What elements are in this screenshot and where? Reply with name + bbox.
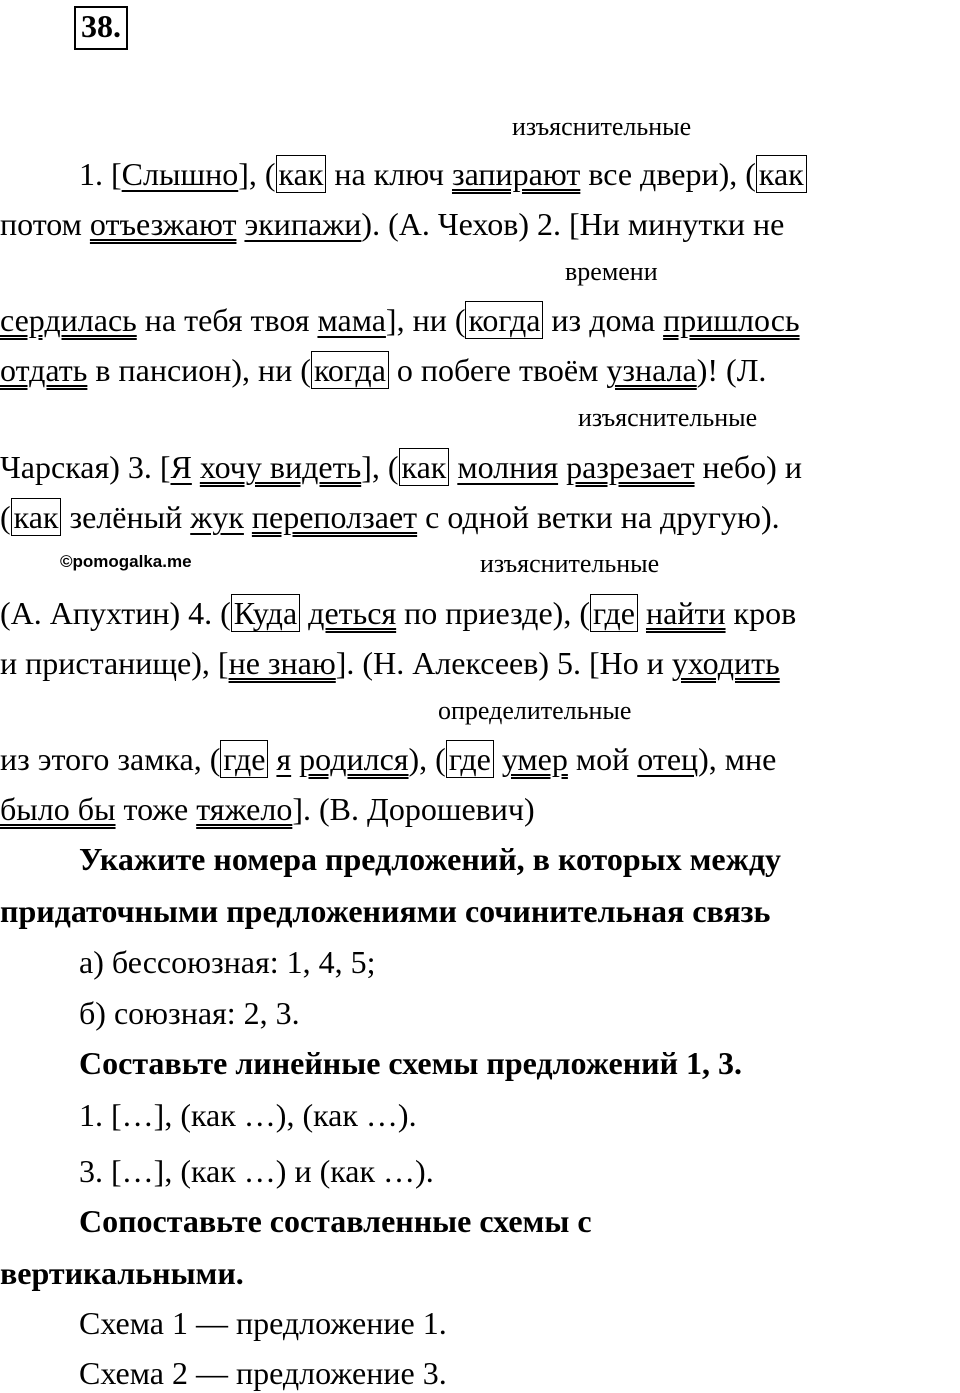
text-line [0,354,766,386]
text-line [0,793,535,825]
text-line [0,304,800,336]
predicate-word: отъезжают [89,206,237,242]
text-fragment: ], ни ( [385,302,466,338]
text-fragment: ]. (Н. Алексеев) 5. [Но и [335,645,672,681]
text-line [0,647,780,679]
text-fragment: небо) и [694,449,802,485]
task-question: вертикальными. [0,1255,244,1291]
subject-word: жук [190,499,244,535]
text-fragment: ]. (В. Дорошевич) [292,791,535,827]
text-fragment: тоже [115,791,197,827]
text-fragment: ( [0,499,11,535]
conjunction-word: когда [311,351,389,389]
subject-word: экипажи [244,206,362,242]
task-question: Сопоставьте составленные схемы с [79,1203,592,1239]
text-line [0,451,802,483]
task-question: Составьте линейные схемы предложений 1, 3. [79,1045,743,1081]
text-fragment [558,449,566,485]
text-fragment: из дома [543,302,664,338]
text-fragment: и пристанище), [ [0,645,229,681]
clause-type-note: изъяснительные [512,112,692,141]
text-line [0,501,780,533]
subject-word: мама [317,302,386,338]
text-fragment: ), мне [698,741,777,777]
text-fragment: по приезде), ( [396,595,590,631]
conjunction-word: как [756,155,807,193]
text-line [79,158,807,190]
text-fragment [192,449,200,485]
conjunction-word: как [11,498,62,536]
text-fragment: Чарская) 3. [ [0,449,171,485]
subject-word: я [276,741,292,777]
text-fragment [291,741,299,777]
text-fragment: в пансион), ни ( [87,352,311,388]
subject-word: отец [637,741,699,777]
predicate-word: узнала [606,352,697,388]
conjunction-word: Куда [231,594,300,632]
text-fragment [638,595,646,631]
text-fragment [244,499,252,535]
text-fragment: из этого замка, ( [0,741,221,777]
answer-line: Схема 1 — предложение 1. [79,1305,447,1341]
conjunction-word: где [220,740,268,778]
text-fragment: потом [0,206,90,242]
predicate-word: родился [299,741,409,777]
predicate-word: разрезает [566,449,695,485]
text-fragment: на тебя твоя [136,302,318,338]
text-fragment: ], ( [361,449,399,485]
clause-type-note: определительные [438,696,632,725]
answer-line: Схема 2 — предложение 3. [79,1355,447,1391]
conjunction-word: когда [465,301,543,339]
predicate-word: запирают [451,156,581,192]
text-fragment: ], ( [238,156,276,192]
text-fragment: все двери), ( [580,156,756,192]
clause-type-note: времени [565,257,658,286]
answer-line: а) бессоюзная: 1, 4, 5; [79,944,376,980]
conjunction-word: как [399,448,450,486]
clause-type-note: изъяснительные [480,549,660,578]
text-fragment: зелёный [61,499,191,535]
exercise-number: 38. [74,6,128,50]
text-fragment [494,741,502,777]
predicate-word: тяжело [196,791,293,827]
text-line [0,597,796,629]
text-fragment: с одной ветки на другую). [417,499,780,535]
predicate-word: переползает [251,499,418,535]
text-fragment: ), ( [408,741,446,777]
conjunction-word: как [276,155,327,193]
predicate-word: не знаю [228,645,336,681]
conjunction-word: где [446,740,494,778]
clause-type-note: изъяснительные [578,403,758,432]
subject-word: Я [170,449,192,485]
predicate-word: деться [308,595,397,631]
answer-line: б) союзная: 2, 3. [79,995,300,1031]
text-line [0,208,784,240]
text-fragment: на ключ [326,156,452,192]
predicate-word: умер [501,741,568,777]
predicate-word: хочу видеть [199,449,362,485]
task-question: Укажите номера предложений, в которых между [79,841,781,877]
subject-word: молния [457,449,559,485]
predicate-word: уходить [671,645,780,681]
text-fragment: кров [725,595,797,631]
text-line [0,743,776,775]
predicate-word: Слышно [121,156,239,192]
text-fragment: о побеге твоём [388,352,607,388]
predicate-word: было бы [0,791,116,827]
scheme-line: 3. […], (как …) и (как …). [79,1153,434,1189]
text-fragment: (А. Апухтин) 4. ( [0,595,231,631]
watermark: ©pomogalka.me [60,552,192,571]
predicate-word: отдать [0,352,88,388]
predicate-word: найти [645,595,726,631]
text-fragment: ). (А. Чехов) 2. [Ни минутки не [361,206,785,242]
text-fragment [300,595,308,631]
scheme-line: 1. […], (как …), (как …). [79,1097,417,1133]
task-question: придаточными предложениями сочинительная связь [0,893,771,929]
predicate-word: сердилась [0,302,137,338]
text-fragment: мой [567,741,638,777]
conjunction-word: где [590,594,638,632]
text-fragment: 1. [ [79,156,122,192]
predicate-word: пришлось [663,302,800,338]
text-fragment: )! (Л. [696,352,767,388]
